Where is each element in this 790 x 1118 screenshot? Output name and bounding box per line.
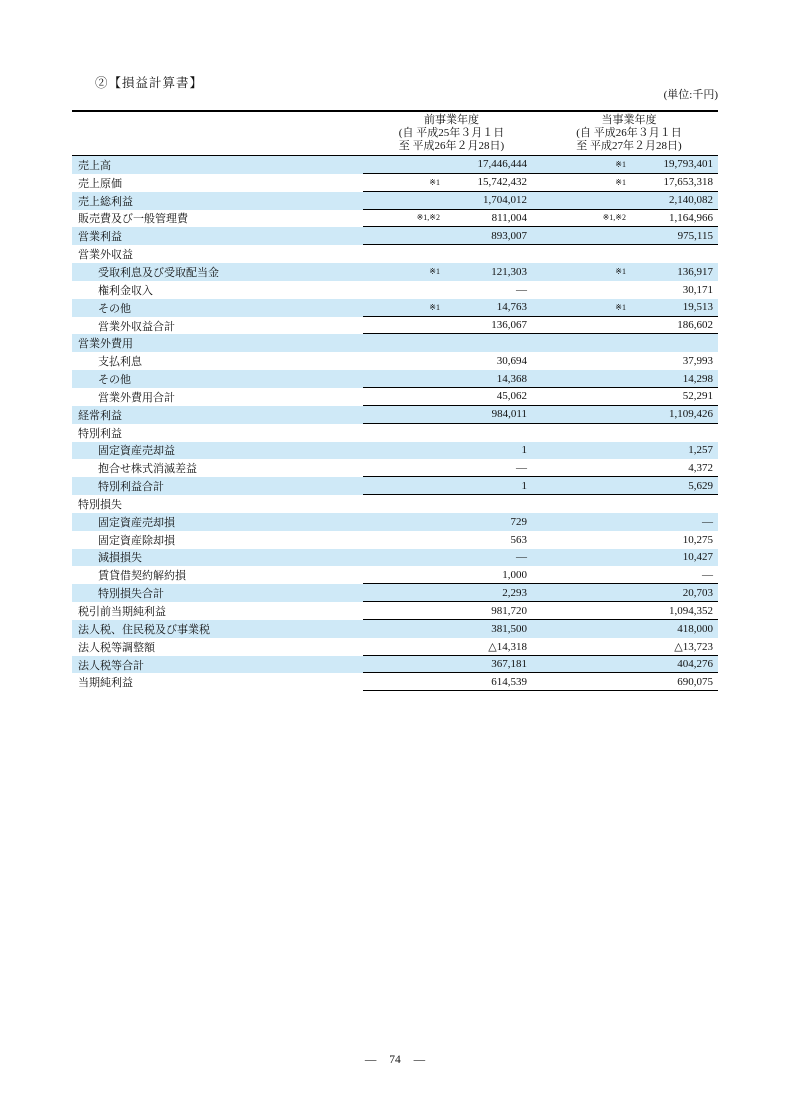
prev-period-amount-cell xyxy=(363,408,540,420)
amount-value: 2,140,082 xyxy=(669,194,713,207)
table-body xyxy=(72,156,718,691)
amount-value: 1,704,012 xyxy=(483,194,527,207)
current-period-amount-cell xyxy=(540,408,718,420)
row-label: 固定資産売却損 xyxy=(98,516,175,529)
row-label: 法人税、住民税及び事業税 xyxy=(78,623,210,636)
amount-value: 614,539 xyxy=(491,675,527,688)
row-values xyxy=(363,656,718,674)
prev-period-amount-cell xyxy=(363,301,540,313)
current-period-amount-cell xyxy=(540,640,718,653)
row-values xyxy=(363,281,718,299)
prev-period-amount-cell xyxy=(363,158,540,170)
table-row xyxy=(72,549,718,567)
prev-period-amount-cell xyxy=(363,676,540,688)
row-label: 営業外収益合計 xyxy=(98,320,175,333)
amount-value: 729 xyxy=(510,515,527,528)
prev-period-amount-cell xyxy=(363,587,540,599)
prev-period-amount-cell xyxy=(363,230,540,242)
amount-value: 17,446,444 xyxy=(477,158,527,171)
row-label: 営業利益 xyxy=(78,231,122,244)
amount-value: 19,513 xyxy=(682,301,713,314)
amount-value: 136,067 xyxy=(491,319,527,332)
amount-value: 404,276 xyxy=(677,658,713,671)
prev-period-amount-cell xyxy=(363,355,540,367)
note-reference: ※1,※2 xyxy=(416,213,440,223)
row-label: 固定資産売却益 xyxy=(98,445,175,458)
amount-value: 690,075 xyxy=(677,675,713,688)
table-row xyxy=(72,656,718,674)
page-number: — 74 — xyxy=(364,1054,426,1066)
amount-value: 811,004 xyxy=(491,211,527,224)
note-reference: ※1 xyxy=(429,302,440,312)
row-label: 賃貸借契約解約損 xyxy=(98,570,186,583)
prev-period-amount-cell xyxy=(363,266,540,278)
table-row xyxy=(72,459,718,477)
amount-value: 1,000 xyxy=(502,568,527,581)
amount-value: 186,602 xyxy=(677,319,713,332)
row-values xyxy=(363,388,718,406)
note-reference: ※1 xyxy=(615,267,626,277)
section-header-row xyxy=(72,424,718,442)
row-values xyxy=(363,227,718,245)
amount-value: 893,007 xyxy=(491,229,527,242)
row-values xyxy=(363,263,718,281)
table-row xyxy=(72,566,718,584)
note-reference: ※1 xyxy=(615,177,626,187)
prev-period-amount-cell xyxy=(363,551,540,563)
amount-value: 37,993 xyxy=(682,355,713,368)
amount-value: 14,763 xyxy=(496,301,527,314)
unit-note: (単位:千円) xyxy=(663,89,718,101)
column-header-current-period xyxy=(540,114,718,153)
amount-value: 1,257 xyxy=(688,444,713,457)
row-label: 当期純利益 xyxy=(78,677,133,690)
prev-period-amount-cell xyxy=(363,640,540,653)
amount-value: 981,720 xyxy=(491,604,527,617)
row-label: 営業外費用合計 xyxy=(98,391,175,404)
note-reference: ※1 xyxy=(615,302,626,312)
row-label: 営業外費用 xyxy=(78,338,133,351)
amount-value: 10,275 xyxy=(682,533,713,546)
row-label: 経常利益 xyxy=(78,409,122,422)
table-row xyxy=(72,192,718,210)
amount-value: — xyxy=(516,461,527,474)
table-row xyxy=(72,317,718,335)
table-row xyxy=(72,352,718,370)
row-values xyxy=(363,638,718,656)
period-from: (自 平成25年３月１日 xyxy=(398,127,505,139)
amount-value: 1 xyxy=(521,479,527,492)
row-values xyxy=(363,549,718,567)
row-label: 営業外収益 xyxy=(78,249,133,262)
table-row xyxy=(72,370,718,388)
row-label: 抱合せ株式消滅差益 xyxy=(98,463,197,476)
amount-value: 418,000 xyxy=(677,622,713,635)
table-row xyxy=(72,442,718,460)
note-reference: ※1 xyxy=(429,177,440,187)
section-header-row xyxy=(72,245,718,263)
current-period-amount-cell xyxy=(540,534,718,546)
current-period-amount-cell xyxy=(540,569,718,581)
amount-value: 121,303 xyxy=(491,265,527,278)
row-values xyxy=(363,620,718,638)
prev-period-amount-cell xyxy=(363,319,540,331)
row-label: その他 xyxy=(98,302,131,315)
row-label: 販売費及び一般管理費 xyxy=(78,213,188,226)
table-row xyxy=(72,263,718,281)
row-label: 特別損失合計 xyxy=(98,588,164,601)
prev-period-amount-cell xyxy=(363,480,540,492)
row-label: 権利金収入 xyxy=(98,284,153,297)
current-period-amount-cell xyxy=(540,284,718,296)
current-period-amount-cell xyxy=(540,176,718,188)
current-period-amount-cell xyxy=(540,605,718,617)
note-reference: ※1 xyxy=(615,159,626,169)
current-period-amount-cell xyxy=(540,658,718,670)
table-row xyxy=(72,210,718,228)
row-values xyxy=(363,566,718,584)
table-row xyxy=(72,638,718,656)
table-row xyxy=(72,227,718,245)
table-row xyxy=(72,673,718,691)
prev-period-amount-cell xyxy=(363,623,540,635)
amount-value: 975,115 xyxy=(677,229,713,242)
table-row xyxy=(72,513,718,531)
period-from: (自 平成26年３月１日 xyxy=(576,127,682,139)
prev-period-amount-cell xyxy=(363,444,540,456)
row-label: その他 xyxy=(98,374,131,387)
row-values xyxy=(363,174,718,192)
row-values xyxy=(363,317,718,335)
table-row xyxy=(72,602,718,620)
amount-value: 1,094,352 xyxy=(669,604,713,617)
current-period-amount-cell xyxy=(540,194,718,206)
row-values xyxy=(363,192,718,210)
row-values xyxy=(363,531,718,549)
row-values xyxy=(363,424,718,442)
amount-value: 367,181 xyxy=(491,658,527,671)
prev-period-amount-cell xyxy=(363,212,540,224)
period-to: 至 平成26年２月28日) xyxy=(398,140,505,152)
table-row xyxy=(72,584,718,602)
row-values xyxy=(363,602,718,620)
current-period-amount-cell xyxy=(540,462,718,474)
row-label: 税引前当期純利益 xyxy=(78,606,166,619)
period-to: 至 平成27年２月28日) xyxy=(576,140,682,152)
amount-value: 136,917 xyxy=(677,265,713,278)
table-row xyxy=(72,406,718,424)
row-label: 特別利益 xyxy=(78,427,122,440)
amount-value: — xyxy=(516,551,527,564)
row-label: 売上総利益 xyxy=(78,195,133,208)
row-label: 支払利息 xyxy=(98,356,142,369)
row-values xyxy=(363,299,718,317)
table-row xyxy=(72,174,718,192)
prev-period-amount-cell xyxy=(363,194,540,206)
section-header-row xyxy=(72,334,718,352)
row-values xyxy=(363,442,718,460)
row-values xyxy=(363,370,718,388)
amount-value: — xyxy=(702,515,713,528)
row-label: 特別利益合計 xyxy=(98,481,164,494)
current-period-amount-cell xyxy=(540,676,718,688)
current-period-amount-cell xyxy=(540,444,718,456)
current-period-amount-cell xyxy=(540,230,718,242)
prev-period-amount-cell xyxy=(363,569,540,581)
current-period-amount-cell xyxy=(540,480,718,492)
table-row xyxy=(72,281,718,299)
row-values xyxy=(363,210,718,228)
prev-period-amount-cell xyxy=(363,605,540,617)
row-label: 法人税等合計 xyxy=(78,659,144,672)
amount-value: 30,694 xyxy=(496,355,527,368)
row-values xyxy=(363,245,718,263)
period-title: 前事業年度 xyxy=(424,114,479,126)
current-period-amount-cell xyxy=(540,587,718,599)
amount-value: 14,368 xyxy=(496,372,527,385)
amount-value: 2,293 xyxy=(502,586,527,599)
statement-title: ②【損益計算書】 xyxy=(95,76,204,90)
row-values xyxy=(363,459,718,477)
table-row xyxy=(72,156,718,174)
amount-value: 15,742,432 xyxy=(477,176,527,189)
row-label: 売上原価 xyxy=(78,177,122,190)
amount-value: 14,298 xyxy=(682,372,713,385)
row-values xyxy=(363,673,718,691)
period-title: 当事業年度 xyxy=(601,114,657,126)
table-row xyxy=(72,531,718,549)
current-period-amount-cell xyxy=(540,266,718,278)
income-statement-table xyxy=(72,110,718,691)
prev-period-amount-cell xyxy=(363,176,540,188)
table-row xyxy=(72,477,718,495)
table-row xyxy=(72,299,718,317)
row-label: 受取利息及び受取配当金 xyxy=(98,266,219,279)
row-values xyxy=(363,406,718,424)
current-period-amount-cell xyxy=(540,623,718,635)
row-values xyxy=(363,352,718,370)
current-period-amount-cell xyxy=(540,158,718,170)
amount-value: 5,629 xyxy=(688,479,713,492)
row-label: 特別損失 xyxy=(78,498,122,511)
amount-value: — xyxy=(702,568,713,581)
prev-period-amount-cell xyxy=(363,534,540,546)
row-values xyxy=(363,584,718,602)
amount-value: 1,109,426 xyxy=(669,408,713,421)
amount-value: 4,372 xyxy=(688,461,713,474)
current-period-amount-cell xyxy=(540,551,718,563)
row-label: 売上高 xyxy=(78,159,111,172)
row-values xyxy=(363,334,718,352)
note-reference: ※1,※2 xyxy=(602,213,626,223)
amount-value: 52,291 xyxy=(682,390,713,403)
amount-value: 20,703 xyxy=(682,586,713,599)
amount-value: — xyxy=(516,283,527,296)
amount-value: 563 xyxy=(510,533,527,546)
current-period-amount-cell xyxy=(540,212,718,224)
current-period-amount-cell xyxy=(540,319,718,331)
table-row xyxy=(72,620,718,638)
row-label: 減損損失 xyxy=(98,552,142,565)
prev-period-amount-cell xyxy=(363,390,540,402)
table-header xyxy=(72,112,718,156)
row-values xyxy=(363,495,718,513)
table-row xyxy=(72,388,718,406)
row-values xyxy=(363,156,718,174)
amount-value: △14,318 xyxy=(488,640,527,653)
amount-value: 45,062 xyxy=(496,390,527,403)
amount-value: 1,164,966 xyxy=(669,211,713,224)
section-header-row xyxy=(72,495,718,513)
amount-value: 17,653,318 xyxy=(663,176,713,189)
amount-value: 984,011 xyxy=(491,408,527,421)
current-period-amount-cell xyxy=(540,355,718,367)
note-reference: ※1 xyxy=(429,267,440,277)
row-values xyxy=(363,513,718,531)
prev-period-amount-cell xyxy=(363,284,540,296)
prev-period-amount-cell xyxy=(363,658,540,670)
current-period-amount-cell xyxy=(540,516,718,528)
current-period-amount-cell xyxy=(540,390,718,402)
current-period-amount-cell xyxy=(540,301,718,313)
current-period-amount-cell xyxy=(540,373,718,385)
column-header-previous-period xyxy=(363,114,540,153)
prev-period-amount-cell xyxy=(363,462,540,474)
row-label: 法人税等調整額 xyxy=(78,641,155,654)
amount-value: 10,427 xyxy=(682,551,713,564)
amount-value: △13,723 xyxy=(674,640,713,653)
amount-value: 30,171 xyxy=(682,283,713,296)
amount-value: 1 xyxy=(521,444,527,457)
row-label: 固定資産除却損 xyxy=(98,534,175,547)
prev-period-amount-cell xyxy=(363,373,540,385)
amount-value: 381,500 xyxy=(491,622,527,635)
prev-period-amount-cell xyxy=(363,516,540,528)
amount-value: 19,793,401 xyxy=(663,158,713,171)
row-values xyxy=(363,477,718,495)
